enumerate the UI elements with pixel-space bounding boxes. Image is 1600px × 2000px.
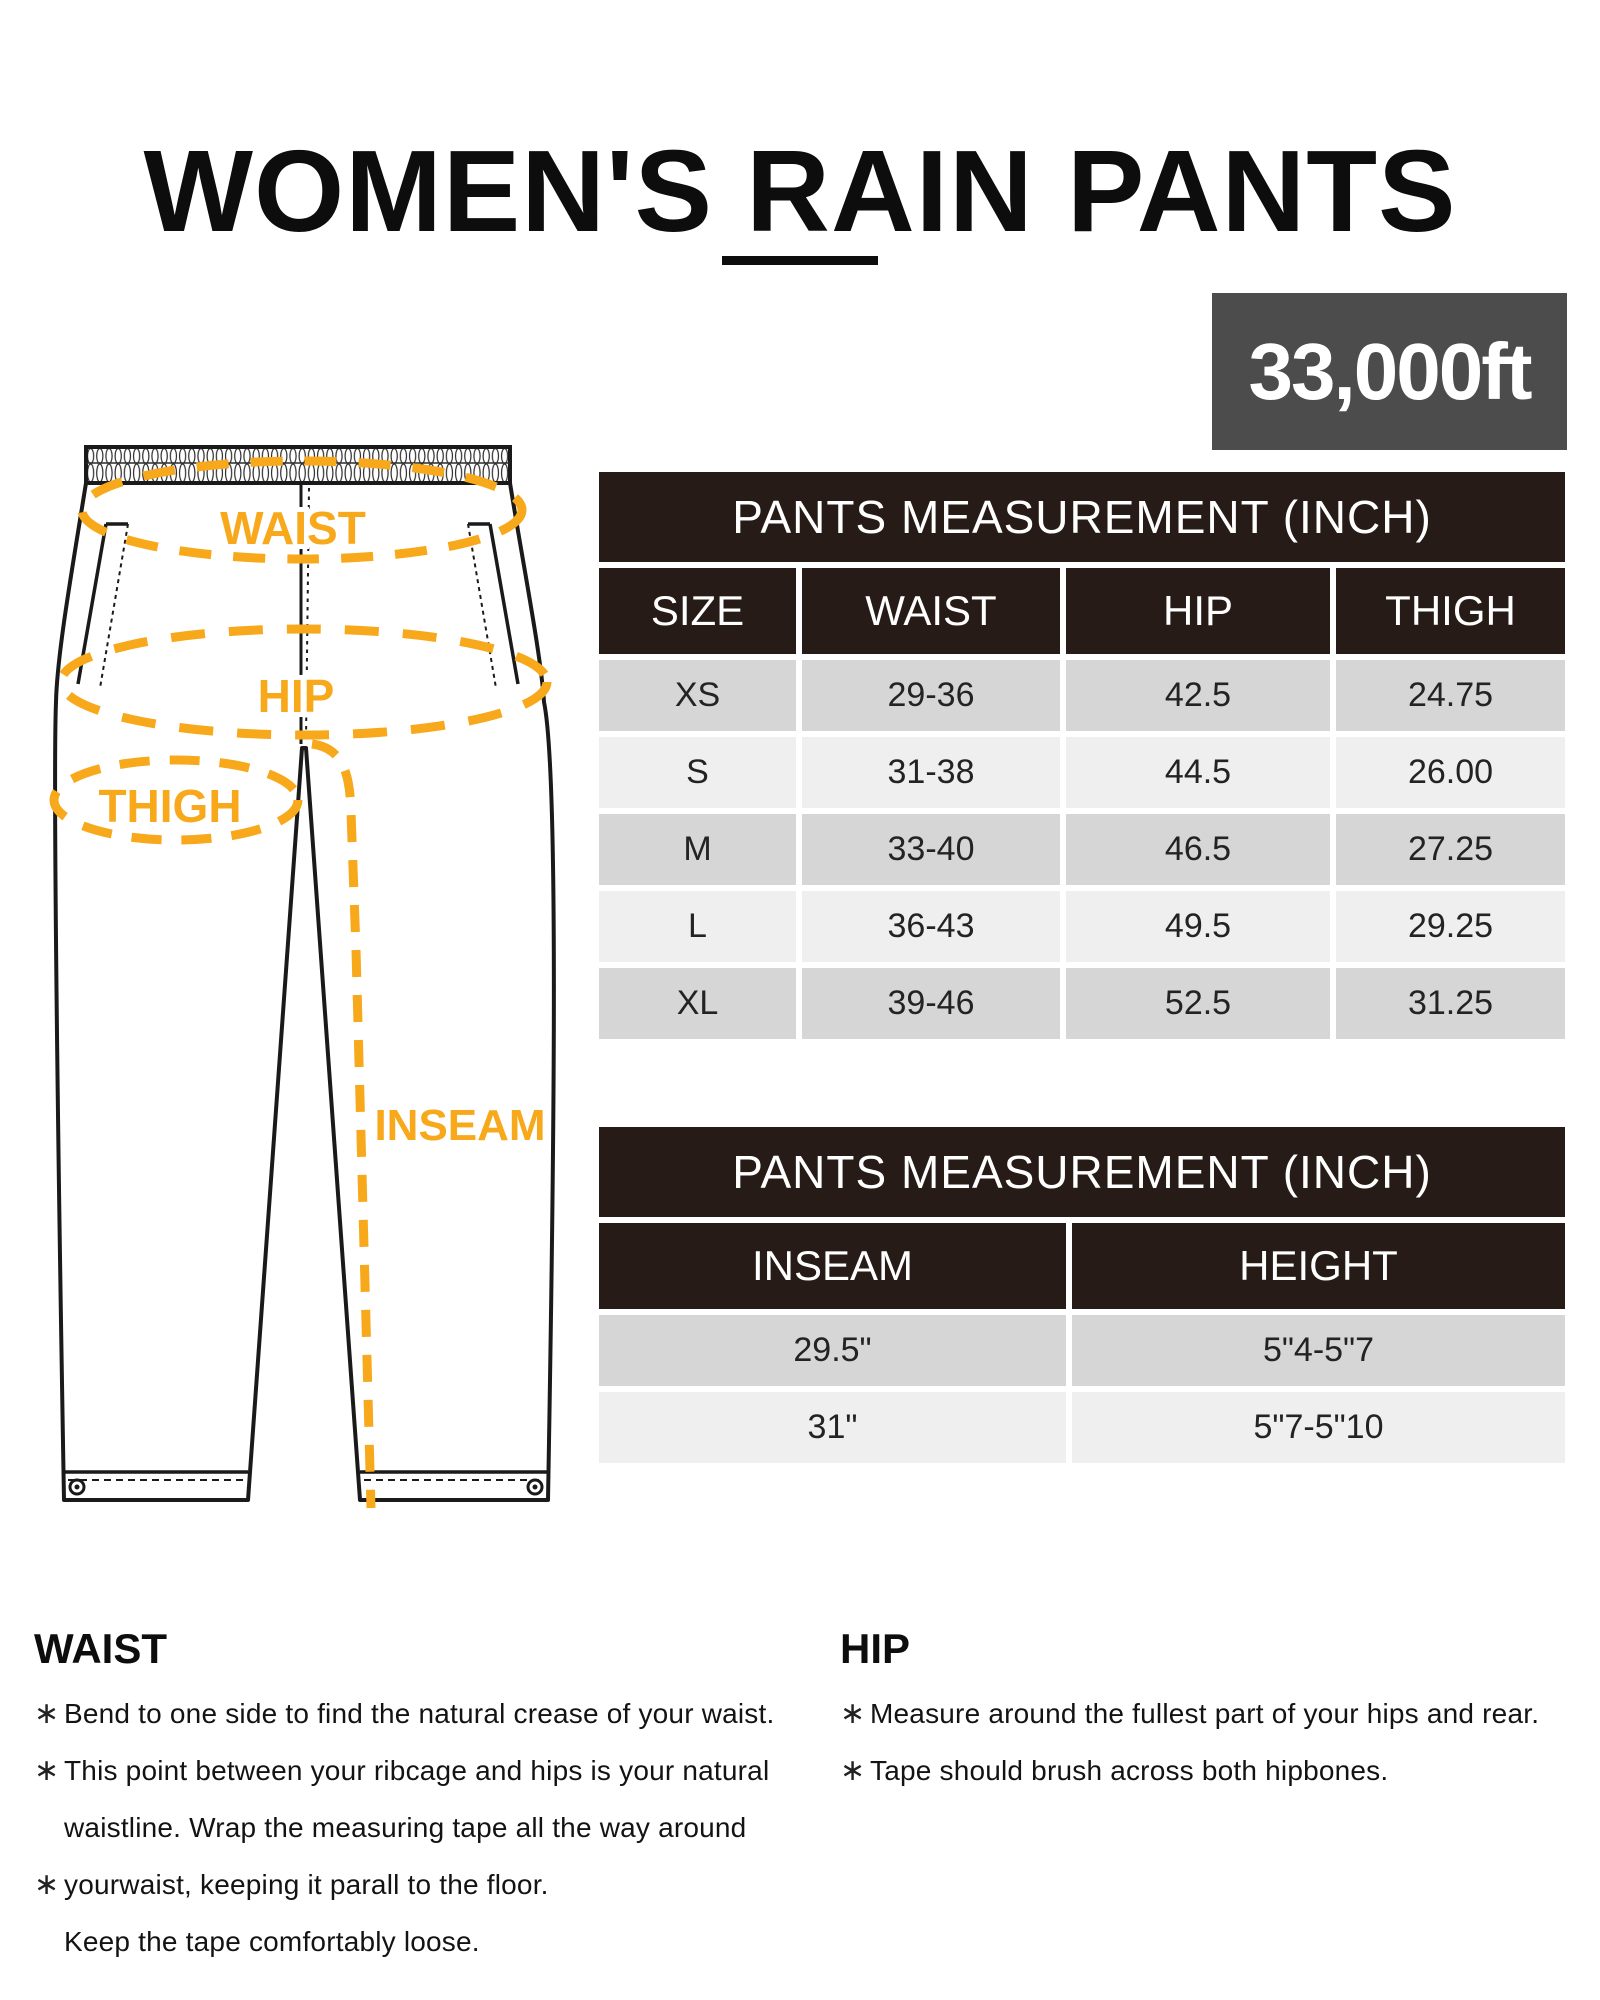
table-cell: 29.25 <box>1336 891 1565 962</box>
table-cell: 29-36 <box>802 660 1060 731</box>
table-cell: 42.5 <box>1066 660 1330 731</box>
fit-table-title: PANTS MEASUREMENT (INCH) <box>599 1127 1565 1217</box>
table-cell: 5"4-5"7 <box>1072 1315 1565 1386</box>
instruction-text: yourwaist, keeping it parall to the floor. <box>64 1868 549 1900</box>
table-cell: 44.5 <box>1066 737 1330 808</box>
fit-table-grid <box>599 1223 1565 1463</box>
pants-outline <box>55 447 554 1500</box>
table-cell: 31" <box>599 1392 1066 1463</box>
instruction-text: waistline. Wrap the measuring tape all the way around <box>64 1811 747 1843</box>
table-cell: 5"7-5"10 <box>1072 1392 1565 1463</box>
table-cell: 31-38 <box>802 737 1060 808</box>
table-cell: S <box>599 737 796 808</box>
instruction-row <box>34 1685 820 1742</box>
table-cell: 39-46 <box>802 968 1060 1039</box>
waist-instructions-section <box>34 1627 820 1970</box>
instruction-row <box>34 1799 820 1856</box>
table-cell: XS <box>599 660 796 731</box>
instruction-row <box>840 1685 1590 1742</box>
table-cell: 29.5" <box>599 1315 1066 1386</box>
size-column-header: SIZE <box>599 568 796 654</box>
instruction-text: Keep the tape comfortably loose. <box>64 1925 480 1957</box>
table-cell: 27.25 <box>1336 814 1565 885</box>
waist-instructions-heading: WAIST <box>34 1625 167 1672</box>
instruction-row <box>34 1742 820 1799</box>
inseam-height-table <box>599 1127 1565 1463</box>
table-cell: 31.25 <box>1336 968 1565 1039</box>
bullet-marker: ∗ <box>34 1868 60 1901</box>
thigh-column-header: THIGH <box>1336 568 1565 654</box>
instruction-text: Tape should brush across both hipbones. <box>870 1754 1389 1786</box>
title-underline <box>722 256 878 265</box>
thigh-diagram-label: THIGH <box>98 780 242 832</box>
waist-column-header: WAIST <box>802 568 1060 654</box>
table-cell: 26.00 <box>1336 737 1565 808</box>
height-column-header: HEIGHT <box>1072 1223 1565 1309</box>
table-cell: 52.5 <box>1066 968 1330 1039</box>
size-measurement-table <box>599 472 1565 1039</box>
bullet-marker: ∗ <box>840 1697 866 1730</box>
hip-instructions-section <box>840 1627 1590 1799</box>
hip-diagram-label: HIP <box>257 670 335 722</box>
size-table-title: PANTS MEASUREMENT (INCH) <box>599 472 1565 562</box>
table-cell: 33-40 <box>802 814 1060 885</box>
instruction-text: This point between your ribcage and hips is your natural <box>64 1754 770 1786</box>
instruction-text: Measure around the fullest part of your hips and rear. <box>870 1697 1540 1729</box>
table-cell: M <box>599 814 796 885</box>
bullet-marker: ∗ <box>840 1754 866 1787</box>
page-title: WOMEN'S RAIN PANTS <box>143 126 1457 256</box>
instruction-row <box>34 1913 820 1970</box>
waist-instructions-list <box>34 1685 820 1970</box>
table-cell: 49.5 <box>1066 891 1330 962</box>
instruction-row <box>840 1742 1590 1799</box>
waist-diagram-label: WAIST <box>220 502 366 554</box>
table-cell: L <box>599 891 796 962</box>
hip-instructions-heading: HIP <box>840 1625 911 1672</box>
table-cell: 24.75 <box>1336 660 1565 731</box>
pants-diagram <box>20 430 580 1550</box>
size-table-grid <box>599 568 1565 1039</box>
hip-instructions-list <box>840 1685 1590 1799</box>
inseam-column-header: INSEAM <box>599 1223 1066 1309</box>
brand-logo <box>1212 293 1567 450</box>
table-cell: 36-43 <box>802 891 1060 962</box>
hip-column-header: HIP <box>1066 568 1330 654</box>
bullet-marker: ∗ <box>34 1754 60 1787</box>
brand-logo-text: 33,000ft <box>1248 326 1531 416</box>
table-cell: 46.5 <box>1066 814 1330 885</box>
instruction-row <box>34 1856 820 1913</box>
table-cell: XL <box>599 968 796 1039</box>
inseam-diagram-label: INSEAM <box>374 1101 546 1150</box>
instruction-text: Bend to one side to find the natural crease of your waist. <box>64 1697 775 1729</box>
bullet-marker: ∗ <box>34 1697 60 1730</box>
